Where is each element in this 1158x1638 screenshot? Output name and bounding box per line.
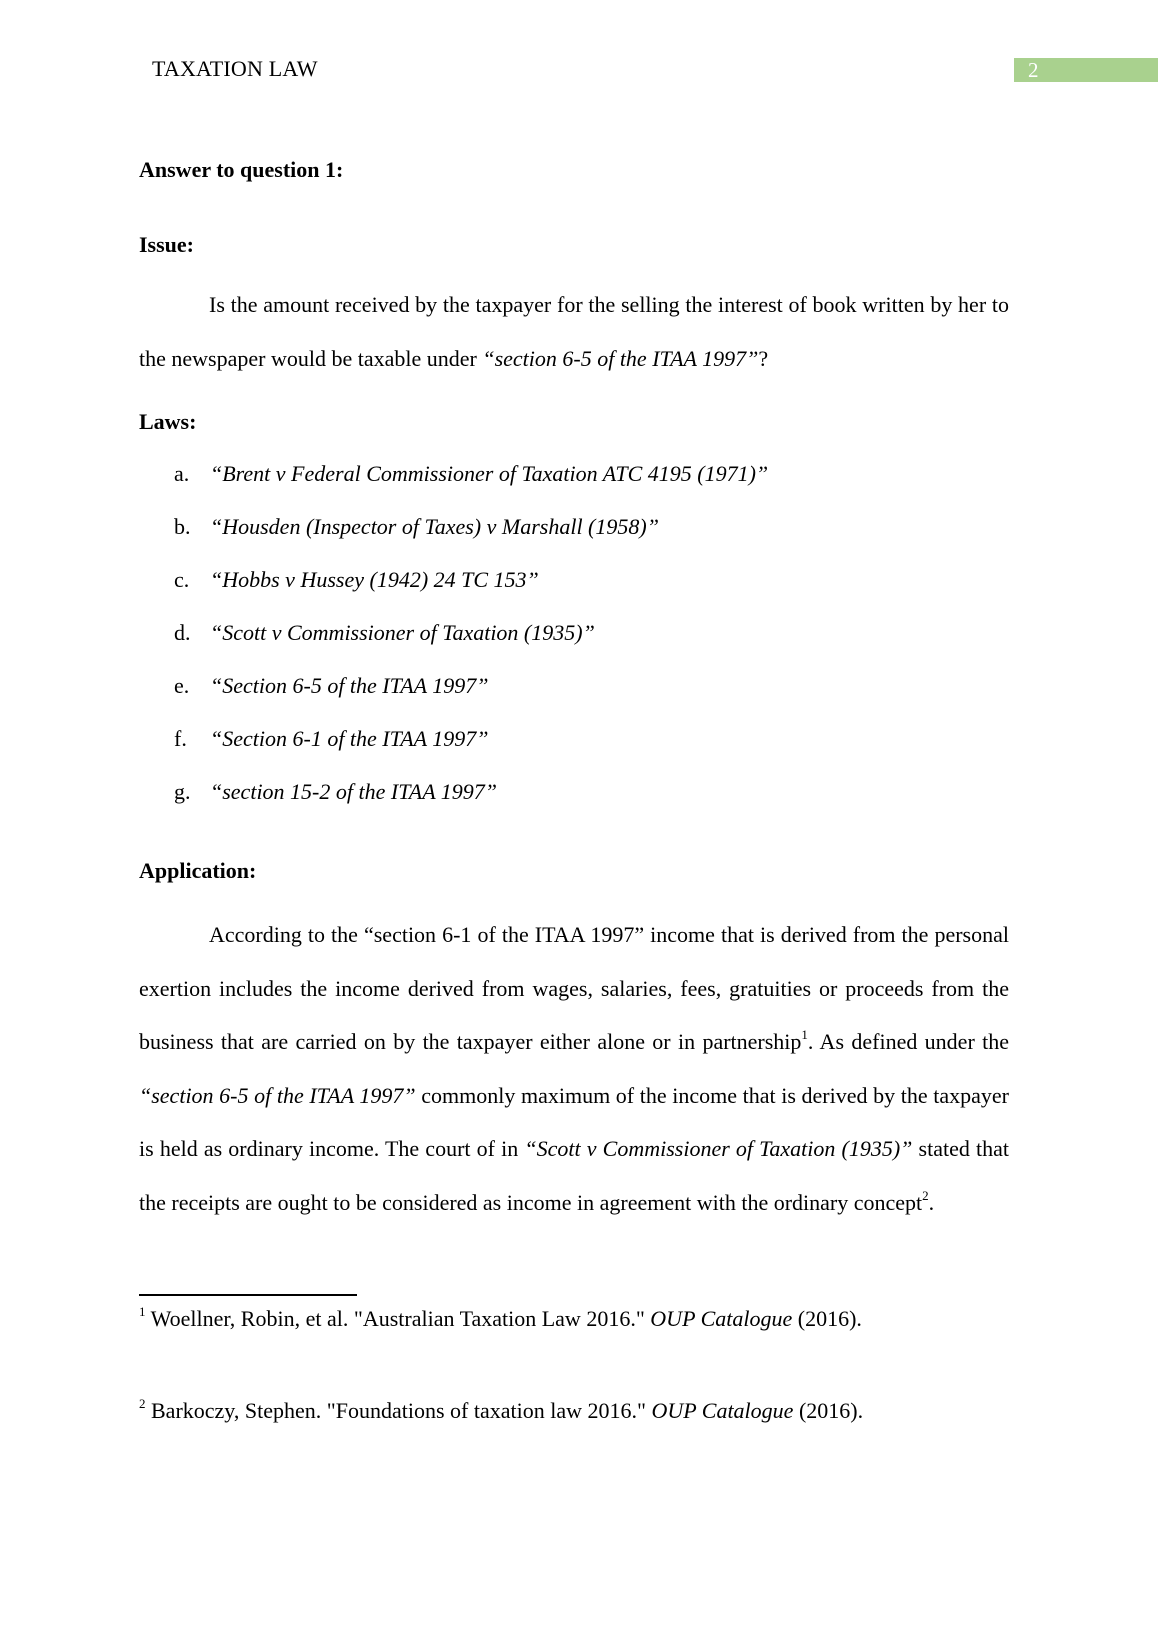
application-s2b: commonly maximum of the income that is derived by the taxpayer is held as ordinary income. The court of in — [139, 1082, 1009, 1161]
application-s3-citation: “Scott v Commissioner of Taxation (1935)” — [524, 1136, 913, 1161]
page-number-bar — [1014, 58, 1158, 82]
application-heading: Application: — [139, 858, 257, 883]
law-text: “Section 6-5 of the ITAA 1997” — [210, 673, 489, 698]
law-text: “Scott v Commissioner of Taxation (1935)” — [210, 620, 595, 645]
footnote-separator — [139, 1294, 357, 1296]
answer-heading: Answer to question 1: — [139, 157, 344, 182]
law-item — [174, 726, 488, 752]
application-s2-citation: “section 6-5 of the ITAA 1997” — [139, 1082, 416, 1108]
law-item — [174, 461, 768, 487]
law-marker: b. — [174, 514, 191, 539]
application-end: . — [928, 1189, 935, 1215]
law-text: “Housden (Inspector of Taxes) v Marshall (1958)” — [210, 514, 659, 539]
law-marker: a. — [174, 461, 190, 486]
footnote-italic: OUP Catalogue — [651, 1398, 794, 1423]
law-item — [174, 567, 539, 593]
law-marker: g. — [174, 779, 191, 804]
footnote-ref-2: 2 — [922, 1187, 929, 1203]
law-item — [174, 620, 595, 646]
footnote-italic: OUP Catalogue — [650, 1306, 793, 1331]
issue-paragraph — [139, 278, 1009, 385]
law-item — [174, 514, 659, 540]
footnote-text-end: (2016). — [792, 1306, 862, 1331]
footnote-text: Barkoczy, Stephen. "Foundations of taxation law 2016." — [145, 1398, 652, 1423]
footnote-text: Woellner, Robin, et al. "Australian Taxation Law 2016." — [145, 1306, 651, 1331]
issue-heading: Issue: — [139, 232, 195, 257]
footnote-ref-1: 1 — [801, 1027, 808, 1042]
law-text: “section 15-2 of the ITAA 1997” — [210, 779, 498, 804]
law-text: “Section 6-1 of the ITAA 1997” — [210, 726, 489, 751]
footnote-number: 1 — [139, 1304, 146, 1319]
footnote-text-end: (2016). — [793, 1398, 864, 1423]
footnote-1 — [139, 1306, 862, 1332]
laws-heading: Laws: — [139, 409, 197, 434]
page-number: 2 — [1028, 58, 1039, 82]
issue-citation: “section 6-5 of the ITAA 1997” — [482, 345, 759, 371]
application-s3b: stated that the receipts are ought to be considered as income in agreement with the ordinary concept — [139, 1136, 1009, 1215]
application-s2a: . As defined under the — [807, 1029, 1009, 1054]
law-marker: c. — [174, 567, 190, 592]
law-marker: f. — [174, 726, 187, 751]
issue-text: Is the amount received by the taxpayer for the selling the interest of book written by her to the newspaper would be taxable under — [139, 292, 1009, 371]
footnote-number: 2 — [139, 1396, 146, 1411]
footnote-2 — [139, 1398, 863, 1424]
law-item — [174, 673, 488, 699]
issue-end: ? — [758, 345, 769, 371]
law-text: “Brent v Federal Commissioner of Taxation ATC 4195 (1971)” — [210, 461, 769, 486]
running-head: TAXATION LAW — [152, 56, 318, 81]
application-s1: According to the “section 6-1 of the ITAA 1997” income that is derived from the personal exertion includes the income derived from wages, salaries, fees, gratuities or proceeds from the business that are carried on by the taxpayer either alone or in partnership — [139, 922, 1009, 1054]
law-item — [174, 779, 497, 805]
application-paragraph — [139, 908, 1009, 1229]
law-marker: e. — [174, 673, 190, 698]
law-marker: d. — [174, 620, 191, 645]
law-text: “Hobbs v Hussey (1942) 24 TC 153” — [210, 567, 539, 592]
